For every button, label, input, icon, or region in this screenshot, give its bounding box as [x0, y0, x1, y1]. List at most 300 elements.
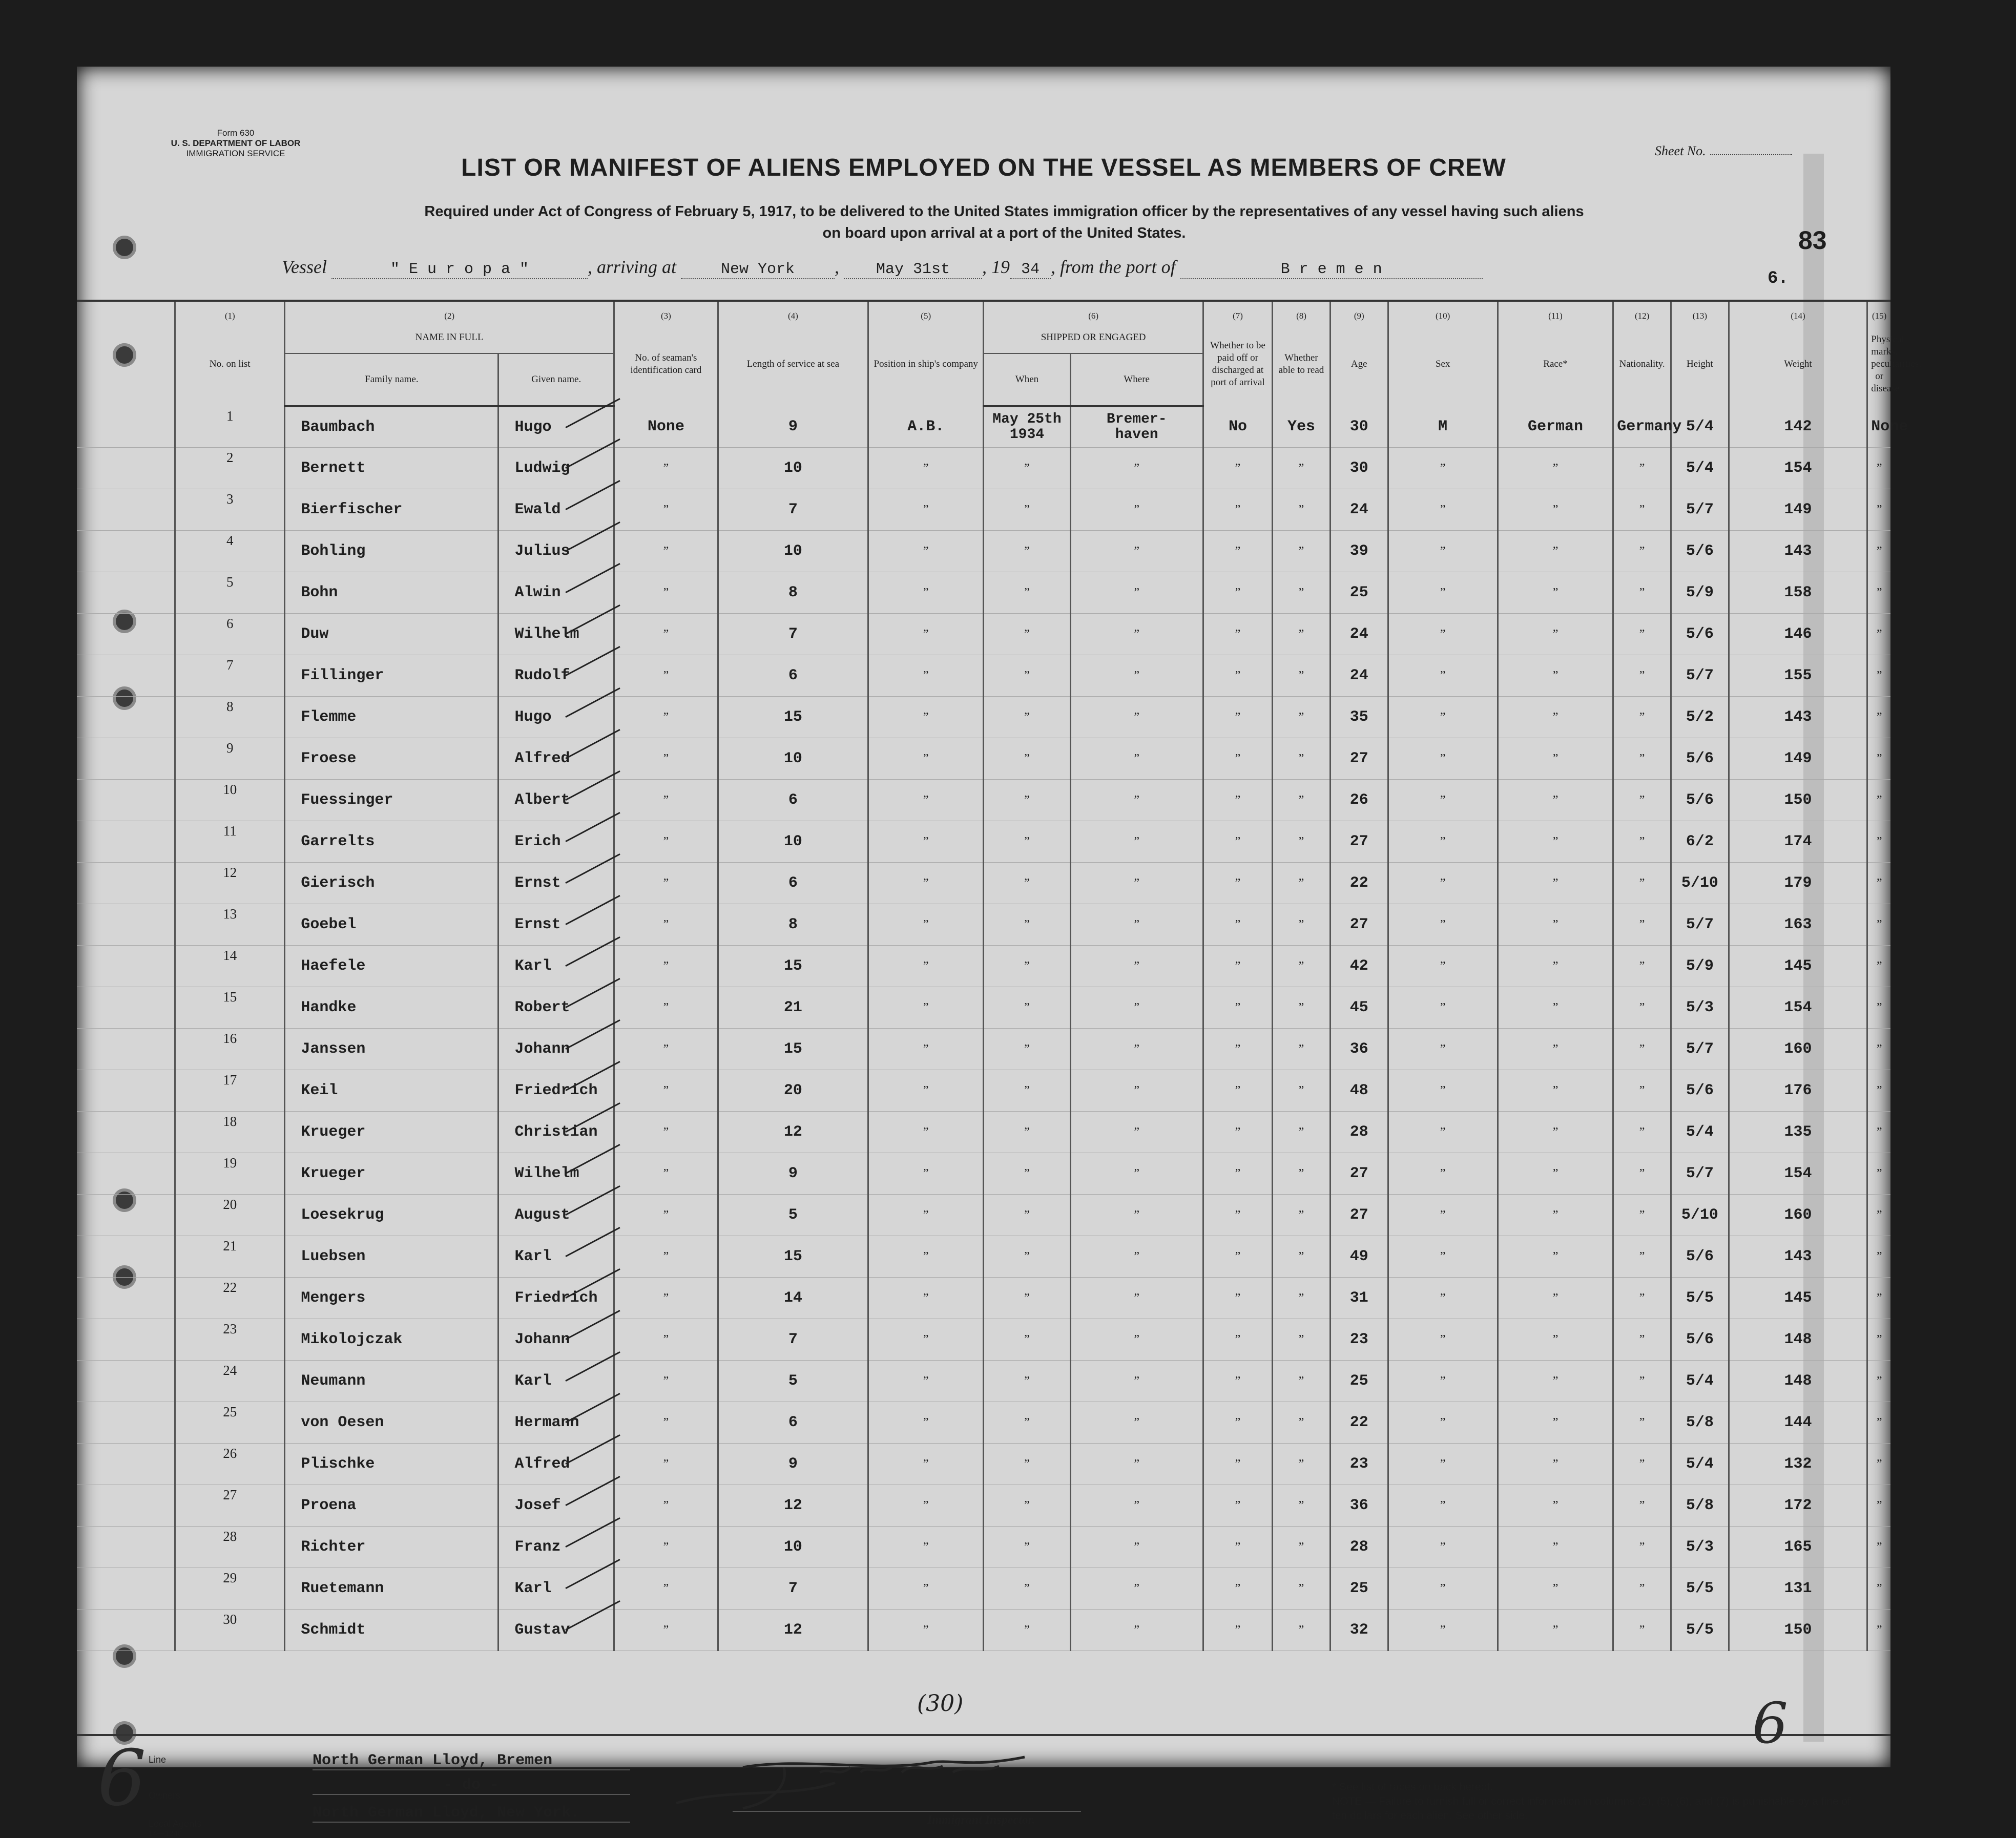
- family-name: Janssen: [285, 1029, 498, 1070]
- margin-cell: [77, 1610, 175, 1651]
- row-number: 16: [175, 1029, 285, 1070]
- id-card: ”: [614, 1361, 718, 1402]
- position: ”: [868, 904, 983, 946]
- id-card: ”: [614, 946, 718, 987]
- form-number: Form 630: [217, 128, 255, 138]
- shipped-when: ”: [984, 1070, 1070, 1112]
- paid-off: ”: [1203, 1361, 1272, 1402]
- family-name: Handke: [285, 987, 498, 1029]
- family-name: Mengers: [285, 1278, 498, 1319]
- col-num: (13): [1671, 301, 1729, 322]
- table-row: [77, 863, 1890, 904]
- height: 5/8: [1671, 1485, 1729, 1527]
- sheet-mark: 6.: [1768, 269, 1789, 288]
- shipped-when: ”: [984, 1361, 1070, 1402]
- table-row: [77, 448, 1890, 489]
- margin-cell: [77, 1112, 175, 1153]
- given-name: Ludwig: [498, 448, 614, 489]
- paid-off: ”: [1203, 1029, 1272, 1070]
- age: 22: [1330, 1402, 1388, 1444]
- shipped-when: [984, 406, 1070, 448]
- shipped-where: ”: [1070, 1153, 1203, 1195]
- sex: ”: [1388, 1195, 1498, 1236]
- race: ”: [1498, 1029, 1613, 1070]
- row-number: 10: [175, 780, 285, 821]
- table-row: [77, 489, 1890, 531]
- position: A.B.: [868, 406, 983, 448]
- height: 5/6: [1671, 614, 1729, 655]
- able-read: ”: [1273, 738, 1331, 780]
- nationality: ”: [1613, 1112, 1671, 1153]
- given-name: Albert: [498, 780, 614, 821]
- age: 39: [1330, 531, 1388, 572]
- row-number: 24: [175, 1361, 285, 1402]
- row-number: 25: [175, 1402, 285, 1444]
- physical-marks: None: [1867, 406, 1890, 448]
- given-name: Rudolf: [498, 655, 614, 697]
- physical-marks: ”: [1867, 863, 1890, 904]
- given-name: Alfred: [498, 738, 614, 780]
- shipped-when: ”: [984, 946, 1070, 987]
- shipped-where: ”: [1070, 1361, 1203, 1402]
- given-name: Johann: [498, 1029, 614, 1070]
- id-card: ”: [614, 1568, 718, 1610]
- col-num: (14): [1729, 301, 1867, 322]
- position: ”: [868, 1485, 983, 1527]
- nationality: ”: [1613, 1195, 1671, 1236]
- height: 5/4: [1671, 1444, 1729, 1485]
- family-name: Bohling: [285, 531, 498, 572]
- nationality: ”: [1613, 1153, 1671, 1195]
- given-name: Gustav: [498, 1610, 614, 1651]
- position: ”: [868, 821, 983, 863]
- shipped-where: ”: [1070, 1319, 1203, 1361]
- weight: 145: [1729, 946, 1867, 987]
- header-physical: Physical marks, peculiarities, or disease: [1867, 322, 1890, 406]
- margin-cell: [77, 1319, 175, 1361]
- given-name: Johann: [498, 1319, 614, 1361]
- able-read: ”: [1273, 946, 1331, 987]
- family-name: Richter: [285, 1527, 498, 1568]
- id-card: ”: [614, 1112, 718, 1153]
- length-service: 10: [718, 448, 868, 489]
- able-read: ”: [1273, 531, 1331, 572]
- table-row: [77, 406, 1890, 448]
- row-number: 12: [175, 863, 285, 904]
- row-number: 14: [175, 946, 285, 987]
- weight: 155: [1729, 655, 1867, 697]
- header-sex: Sex: [1388, 322, 1498, 406]
- position: ”: [868, 1402, 983, 1444]
- shipped-where: ”: [1070, 946, 1203, 987]
- able-read: ”: [1273, 863, 1331, 904]
- height: 5/7: [1671, 904, 1729, 946]
- able-read: ”: [1273, 1153, 1331, 1195]
- length-service: 7: [718, 1568, 868, 1610]
- physical-marks: ”: [1867, 1195, 1890, 1236]
- able-read: ”: [1273, 697, 1331, 738]
- margin-cell: [77, 904, 175, 946]
- margin-cell: [77, 1195, 175, 1236]
- nationality: ”: [1613, 1610, 1671, 1651]
- position: ”: [868, 448, 983, 489]
- shipped-where: ”: [1070, 531, 1203, 572]
- nationality: ”: [1613, 697, 1671, 738]
- height: 5/7: [1671, 655, 1729, 697]
- sex: ”: [1388, 1153, 1498, 1195]
- physical-marks: ”: [1867, 1610, 1890, 1651]
- shipped-when: ”: [984, 1444, 1070, 1485]
- given-name: Robert: [498, 987, 614, 1029]
- sex: ”: [1388, 1402, 1498, 1444]
- able-read: ”: [1273, 1568, 1331, 1610]
- col-num: (7): [1203, 301, 1272, 322]
- header-able-read: Whether able to read: [1273, 322, 1331, 406]
- paid-off: ”: [1203, 1444, 1272, 1485]
- header-shipped: SHIPPED OR ENGAGED: [984, 322, 1203, 353]
- given-name: Erich: [498, 821, 614, 863]
- height: 5/7: [1671, 1029, 1729, 1070]
- weight: 143: [1729, 531, 1867, 572]
- height: 5/10: [1671, 863, 1729, 904]
- race: ”: [1498, 1195, 1613, 1236]
- col-num: (1): [175, 301, 285, 322]
- row-number: 8: [175, 697, 285, 738]
- shipped-when: ”: [984, 697, 1070, 738]
- footer-notes: [1332, 1780, 1855, 1823]
- given-name: Julius: [498, 531, 614, 572]
- table-row: [77, 1319, 1890, 1361]
- age: 22: [1330, 863, 1388, 904]
- table-row: [77, 1070, 1890, 1112]
- paid-off: ”: [1203, 572, 1272, 614]
- race: ”: [1498, 1402, 1613, 1444]
- margin-cell: [77, 1029, 175, 1070]
- length-service: 8: [718, 904, 868, 946]
- id-card: ”: [614, 738, 718, 780]
- from-label: , from the port of: [1051, 257, 1176, 277]
- shipped-where: ”: [1070, 1195, 1203, 1236]
- position: ”: [868, 572, 983, 614]
- nationality: ”: [1613, 738, 1671, 780]
- age: 30: [1330, 448, 1388, 489]
- position: ”: [868, 489, 983, 531]
- family-name: Haefele: [285, 946, 498, 987]
- length-service: 10: [718, 821, 868, 863]
- able-read: ”: [1273, 1236, 1331, 1278]
- position: ”: [868, 1319, 983, 1361]
- weight: 148: [1729, 1319, 1867, 1361]
- sex: ”: [1388, 738, 1498, 780]
- given-name: Wilhelm: [498, 1153, 614, 1195]
- able-read: ”: [1273, 1319, 1331, 1361]
- table-row: [77, 1153, 1890, 1195]
- physical-marks: ”: [1867, 1319, 1890, 1361]
- fine-note: NOTE — Failure to furnish full or correct information in columns (2), (5), (6), and (7) is punishable by a fine of ten dollars for each alien. See other side.: [1332, 1795, 1851, 1822]
- family-name: Goebel: [285, 904, 498, 946]
- position: ”: [868, 987, 983, 1029]
- weight: 154: [1729, 987, 1867, 1029]
- id-card: ”: [614, 1402, 718, 1444]
- length-service: 7: [718, 489, 868, 531]
- weight: 145: [1729, 1278, 1867, 1319]
- margin-cell: [77, 1070, 175, 1112]
- id-card: ”: [614, 1610, 718, 1651]
- when-line-1: May 25th: [992, 411, 1062, 427]
- age: 31: [1330, 1278, 1388, 1319]
- col-num: (3): [614, 301, 718, 322]
- sex: ”: [1388, 1361, 1498, 1402]
- shipped-where: ”: [1070, 1485, 1203, 1527]
- weight: 149: [1729, 489, 1867, 531]
- age: 23: [1330, 1444, 1388, 1485]
- family-name: Duw: [285, 614, 498, 655]
- sex: ”: [1388, 1070, 1498, 1112]
- able-read: ”: [1273, 1610, 1331, 1651]
- id-card: ”: [614, 1319, 718, 1361]
- given-name: Ernst: [498, 863, 614, 904]
- table-row: [77, 1112, 1890, 1153]
- shipped-when: ”: [984, 738, 1070, 780]
- able-read: ”: [1273, 987, 1331, 1029]
- height: 5/5: [1671, 1278, 1729, 1319]
- row-number: 17: [175, 1070, 285, 1112]
- position: ”: [868, 655, 983, 697]
- race: ”: [1498, 572, 1613, 614]
- arrival-port: New York: [681, 261, 835, 279]
- able-read: ”: [1273, 1278, 1331, 1319]
- height: 5/8: [1671, 1402, 1729, 1444]
- length-service: 10: [718, 1527, 868, 1568]
- crew-table: [77, 300, 1921, 1651]
- length-service: 5: [718, 1195, 868, 1236]
- position: ”: [868, 1610, 983, 1651]
- paid-off: ”: [1203, 987, 1272, 1029]
- height: 5/2: [1671, 697, 1729, 738]
- paid-off: ”: [1203, 697, 1272, 738]
- race: ”: [1498, 1153, 1613, 1195]
- crew-count: (30): [917, 1690, 964, 1717]
- shipped-when: ”: [984, 904, 1070, 946]
- position: ”: [868, 697, 983, 738]
- id-card: ”: [614, 1278, 718, 1319]
- shipped-where: ”: [1070, 987, 1203, 1029]
- physical-marks: ”: [1867, 780, 1890, 821]
- id-card: ”: [614, 987, 718, 1029]
- age: 49: [1330, 1236, 1388, 1278]
- sex: ”: [1388, 1278, 1498, 1319]
- shipped-when: ”: [984, 780, 1070, 821]
- length-service: 6: [718, 780, 868, 821]
- shipped-when: ”: [984, 1568, 1070, 1610]
- nationality: ”: [1613, 1527, 1671, 1568]
- physical-marks: ”: [1867, 531, 1890, 572]
- id-card: ”: [614, 904, 718, 946]
- weight: 148: [1729, 1361, 1867, 1402]
- height: 5/6: [1671, 1319, 1729, 1361]
- shipped-where: ”: [1070, 863, 1203, 904]
- race: ”: [1498, 904, 1613, 946]
- owners-field: [149, 1790, 180, 1801]
- given-name: Alfred: [498, 1444, 614, 1485]
- sheet-label: Sheet No.: [1655, 143, 1706, 158]
- sex: ”: [1388, 697, 1498, 738]
- table-row: [77, 987, 1890, 1029]
- weight: 142: [1729, 406, 1867, 448]
- height: 5/4: [1671, 406, 1729, 448]
- race: ”: [1498, 780, 1613, 821]
- shipped-where: ”: [1070, 1568, 1203, 1610]
- paid-off: ”: [1203, 448, 1272, 489]
- shipped-where: ”: [1070, 1444, 1203, 1485]
- nationality: ”: [1613, 572, 1671, 614]
- col-num: (2): [285, 301, 614, 322]
- weight: 165: [1729, 1527, 1867, 1568]
- height: 5/6: [1671, 780, 1729, 821]
- id-card: ”: [614, 697, 718, 738]
- physical-marks: ”: [1867, 1485, 1890, 1527]
- punch-hole: [113, 236, 136, 259]
- age: 27: [1330, 821, 1388, 863]
- table-row: [77, 1195, 1890, 1236]
- paid-off: ”: [1203, 1153, 1272, 1195]
- given-name: Karl: [498, 1236, 614, 1278]
- able-read: ”: [1273, 904, 1331, 946]
- family-name: Proena: [285, 1485, 498, 1527]
- sex: ”: [1388, 1485, 1498, 1527]
- age: 23: [1330, 1319, 1388, 1361]
- col-num: (5): [868, 301, 983, 322]
- height: 5/7: [1671, 1153, 1729, 1195]
- physical-marks: ”: [1867, 946, 1890, 987]
- race: ”: [1498, 1610, 1613, 1651]
- paid-off: ”: [1203, 821, 1272, 863]
- able-read: ”: [1273, 1402, 1331, 1444]
- race-note: * See list of races on back hereof.: [1332, 1781, 1493, 1793]
- table-row: [77, 572, 1890, 614]
- weight: 174: [1729, 821, 1867, 863]
- row-number: 22: [175, 1278, 285, 1319]
- nationality: ”: [1613, 1029, 1671, 1070]
- row-number: 3: [175, 489, 285, 531]
- race: ”: [1498, 697, 1613, 738]
- nationality: ”: [1613, 655, 1671, 697]
- shipped-where: ”: [1070, 1610, 1203, 1651]
- header-length-service: Length of service at sea: [718, 322, 868, 406]
- given-name: Karl: [498, 1361, 614, 1402]
- shipped-where: ”: [1070, 1402, 1203, 1444]
- race: ”: [1498, 1444, 1613, 1485]
- family-name: Garrelts: [285, 821, 498, 863]
- row-number: 21: [175, 1236, 285, 1278]
- family-name: Bohn: [285, 572, 498, 614]
- physical-marks: ”: [1867, 738, 1890, 780]
- header-row: [77, 322, 1890, 353]
- paid-off: ”: [1203, 1278, 1272, 1319]
- race: ”: [1498, 531, 1613, 572]
- header-paid-off: Whether to be paid off or discharged at port of arrival: [1203, 322, 1272, 406]
- age: 27: [1330, 738, 1388, 780]
- given-name: Wilhelm: [498, 614, 614, 655]
- nationality: ”: [1613, 904, 1671, 946]
- row-number: 18: [175, 1112, 285, 1153]
- col-num: (10): [1388, 301, 1498, 322]
- shipped-where: ”: [1070, 1029, 1203, 1070]
- shipped-where: ”: [1070, 697, 1203, 738]
- margin-cell: [77, 655, 175, 697]
- nationality: ”: [1613, 821, 1671, 863]
- row-number: 2: [175, 448, 285, 489]
- department: U. S. DEPARTMENT OF LABOR: [171, 138, 301, 148]
- nationality: ”: [1613, 1444, 1671, 1485]
- family-name: Fuessinger: [285, 780, 498, 821]
- physical-marks: ”: [1867, 1278, 1890, 1319]
- row-number: 19: [175, 1153, 285, 1195]
- position: ”: [868, 1278, 983, 1319]
- table-row: [77, 614, 1890, 655]
- subtitle-line-2: on board upon arrival at a port of the United States.: [822, 225, 1186, 241]
- owners-value: - do -: [443, 1777, 500, 1794]
- sex: ”: [1388, 1236, 1498, 1278]
- height: 5/7: [1671, 489, 1729, 531]
- position: ”: [868, 1444, 983, 1485]
- able-read: ”: [1273, 1195, 1331, 1236]
- subtitle: [313, 201, 1696, 244]
- nationality: ”: [1613, 1070, 1671, 1112]
- sex: ”: [1388, 448, 1498, 489]
- family-name: Gierisch: [285, 863, 498, 904]
- sex: ”: [1388, 946, 1498, 987]
- header-given-name: Given name.: [498, 353, 614, 406]
- family-name: Neumann: [285, 1361, 498, 1402]
- id-card: ”: [614, 531, 718, 572]
- subtitle-line-1: Required under Act of Congress of February 5, 1917, to be delivered to the United States immigration officer by the representatives of any vessel having such aliens: [424, 203, 1584, 220]
- row-number: 29: [175, 1568, 285, 1610]
- margin-cell: [77, 489, 175, 531]
- given-name: Hermann: [498, 1402, 614, 1444]
- family-name: Baumbach: [285, 406, 498, 448]
- race: ”: [1498, 821, 1613, 863]
- sex: M: [1388, 406, 1498, 448]
- shipped-where: ”: [1070, 448, 1203, 489]
- table-row: [77, 531, 1890, 572]
- col-num: (15): [1867, 301, 1890, 322]
- id-card: ”: [614, 1070, 718, 1112]
- row-number: 15: [175, 987, 285, 1029]
- weight: 160: [1729, 1029, 1867, 1070]
- able-read: ”: [1273, 1361, 1331, 1402]
- shipped-where: ”: [1070, 738, 1203, 780]
- race: ”: [1498, 1112, 1613, 1153]
- shipped-where: ”: [1070, 821, 1203, 863]
- sex: ”: [1388, 863, 1498, 904]
- physical-marks: ”: [1867, 1568, 1890, 1610]
- family-name: Krueger: [285, 1112, 498, 1153]
- shipped-where: ”: [1070, 655, 1203, 697]
- row-number: 13: [175, 904, 285, 946]
- given-name: Alwin: [498, 572, 614, 614]
- shipped-where: ”: [1070, 1236, 1203, 1278]
- race: ”: [1498, 1278, 1613, 1319]
- margin-cell: [77, 697, 175, 738]
- owners-label: Owners: [149, 1790, 181, 1801]
- margin-cell: [77, 821, 175, 863]
- margin-cell: [77, 531, 175, 572]
- age: 36: [1330, 1485, 1388, 1527]
- height: 6/2: [1671, 821, 1729, 863]
- shipped-when: ”: [984, 1236, 1070, 1278]
- physical-marks: ”: [1867, 1444, 1890, 1485]
